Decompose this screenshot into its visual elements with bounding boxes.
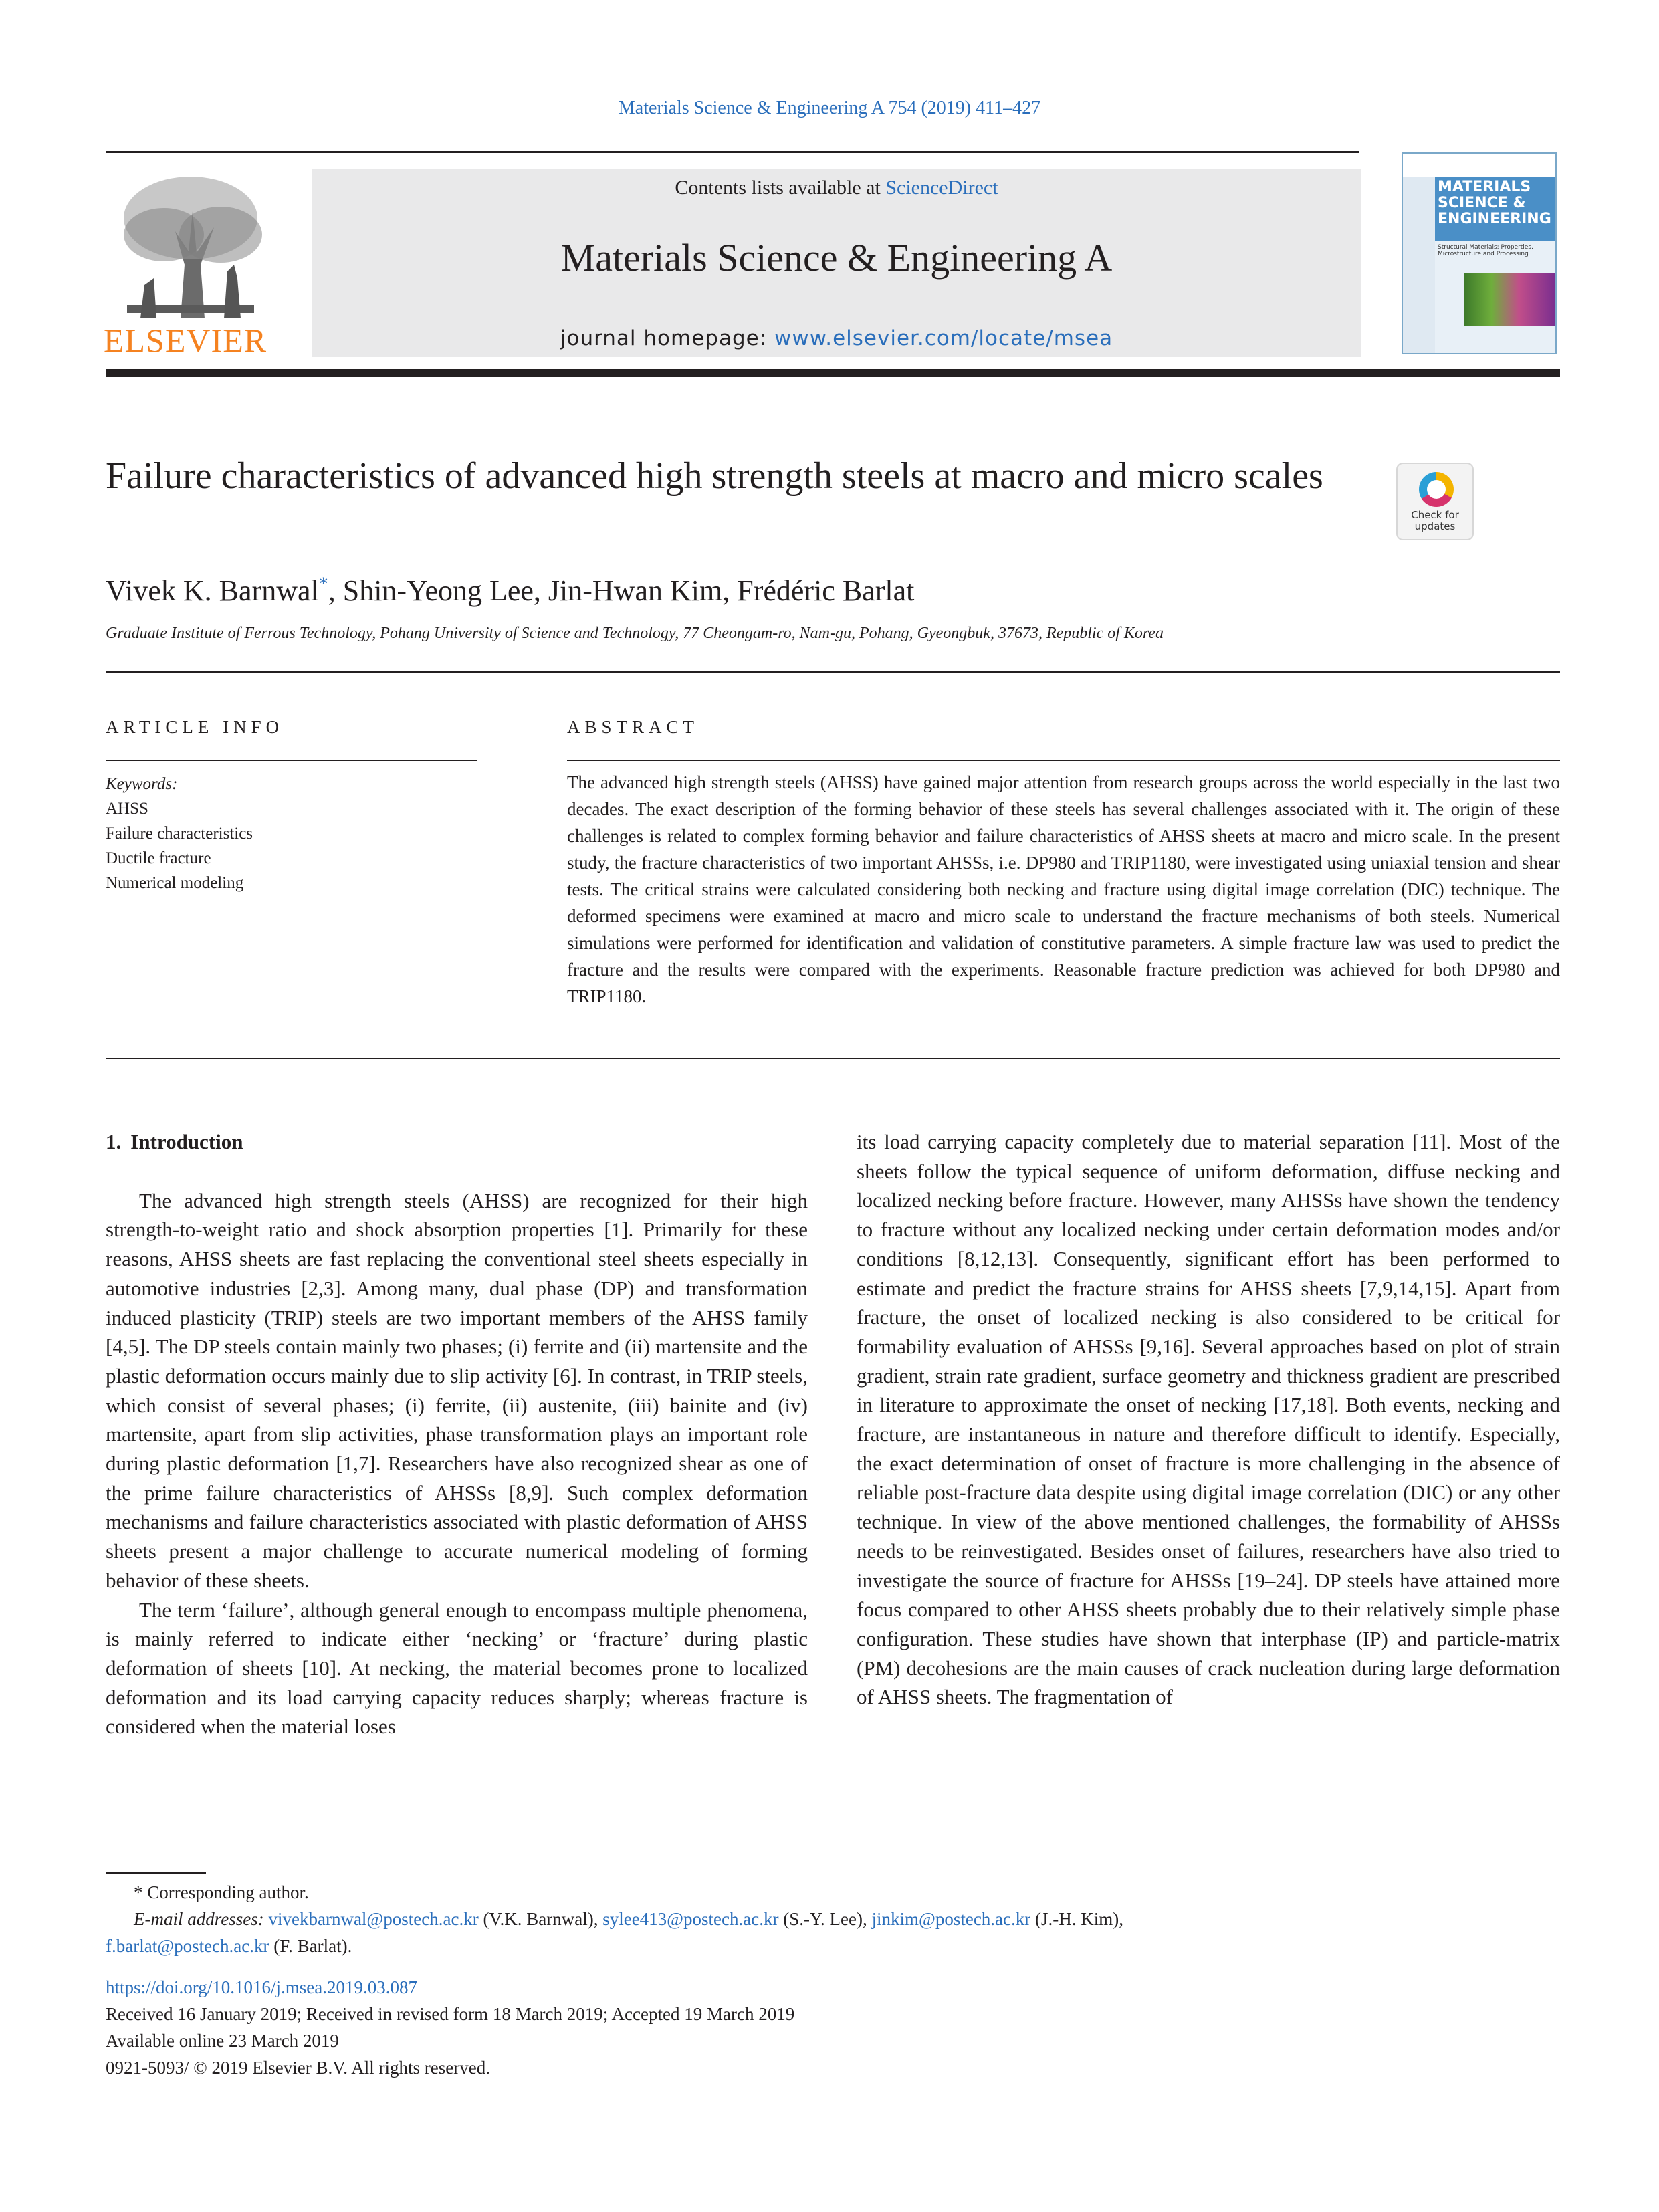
journal-cover-thumbnail[interactable]: [1402, 152, 1557, 354]
email-addresses: [106, 1906, 1560, 1932]
section-title: Introduction: [130, 1130, 243, 1153]
cover-title: [1438, 179, 1555, 233]
check-for-updates-badge[interactable]: [1396, 463, 1474, 540]
contents-line: [312, 177, 1361, 199]
article-info-heading: ARTICLE INFO: [106, 717, 284, 737]
email-owner: (S.-Y. Lee),: [778, 1909, 872, 1929]
check-updates-line: updates: [1414, 520, 1456, 532]
divider: [567, 760, 1560, 761]
keyword: Failure characteristics: [106, 824, 253, 843]
body-column-right: [857, 1127, 1560, 1712]
body-paragraph: its load carrying capacity completely due to material separation [11]. Most of the sheets follow the typical sequence of uniform deformation, diffuse necking and localized necking before fracture. However, many AHSSs have shown the tendency to fracture without any localized necking under certain deformation modes and/or conditions [8,12,13]. Consequently, significant effort has been performed to estimate and predict the fracture strains for AHSS sheets [7,9,14,15]. Apart from fracture, the onset of localized necking is also considered to be critical for formability evaluation of AHSSs [9,16]. Several approaches based on plot of strain gradient, strain rate gradient, surface geometry and thickness gradient are prescribed in literature to approximate the onset of necking [17,18]. Both events, necking and fracture, are instantaneous in nature and therefore difficult to identify. Especially, the exact determination of onset of fracture is more challenging in the absence of reliable post-fracture data despite using digital image correlation (DIC) or any other technique. In view of the above mentioned challenges, the formability of AHSSs needs to be reinvestigated. Besides onset of failures, researchers have also tried to investigate the source of fracture for AHSSs [19–24]. DP steels have attained more focus compared to other AHSS sheets probably due to their relatively simple phase configuration. These studies have shown that interphase (IP) and particle-matrix (PM) decohesions are the main causes of crack nucleation during large deformation of AHSS sheets. The fragmentation of: [857, 1130, 1560, 1709]
section-heading: [106, 1127, 808, 1157]
email-owner: (V.K. Barnwal),: [478, 1909, 603, 1929]
cover-subtitle: Structural Materials: Properties, Microstructure and Processing: [1438, 244, 1533, 257]
homepage-line: [312, 326, 1361, 350]
elsevier-wordmark: ELSEVIER: [104, 322, 267, 359]
footnotes: [106, 1879, 1560, 1959]
body-paragraph: The advanced high strength steels (AHSS) are recognized for their high strength-to-weight ratio and shock absorption properties [1]. Primarily for these reasons, AHSS sheets are fast replacing the conventional steel sheets especially in automotive industries [2,3]. Among many, dual phase (DP) and transformation induced plasticity (TRIP) steels are two important members of the AHSS family [4,5]. The DP steels contain mainly two phases; (i) ferrite and (ii) martensite and the plastic deformation occurs mainly due to slip activity [6]. In contrast, in TRIP steels, which consist of several phases; (i) ferrite, (ii) austenite, (iii) bainite and (iv) martensite, apart from slip activities, phase transformation plays an important role during plastic deformation [1,7]. Researchers have also recognized shear as one of the prime failure characteristics of AHSSs [8,9]. Such complex deformation mechanisms and failure characteristics associated with plastic deformation of AHSS sheets present a major challenge to accurate numerical modeling of forming behavior of these sheets.: [106, 1188, 808, 1592]
keyword: Numerical modeling: [106, 874, 244, 892]
check-updates-label: [1398, 510, 1472, 532]
check-updates-icon: [1419, 472, 1454, 507]
section-number: 1.: [106, 1130, 122, 1153]
author-list: Vivek K. Barnwal*, Shin-Yeong Lee, Jin-Hwan Kim, Frédéric Barlat: [106, 574, 915, 607]
email-link[interactable]: jinkim@postech.ac.kr: [871, 1909, 1031, 1929]
email-addresses-cont: [106, 1932, 1560, 1959]
email-owner: (F. Barlat).: [269, 1936, 352, 1956]
corresponding-author-note: * Corresponding author.: [134, 1882, 309, 1902]
affiliation: Graduate Institute of Ferrous Technology, Pohang University of Science and Technology, 77 Cheongam-ro, Nam-gu, Pohang, Gyeongbuk, 37673, Republic of Korea: [106, 625, 1164, 642]
divider: [106, 671, 1560, 673]
cover-title-line: ENGINEERING: [1438, 211, 1551, 227]
journal-reference[interactable]: Materials Science & Engineering A 754 (2019) 411–427: [618, 98, 1041, 118]
sciencedirect-link[interactable]: ScienceDirect: [885, 177, 998, 199]
journal-masthead: [312, 169, 1361, 357]
email-link[interactable]: vivekbarnwal@postech.ac.kr: [268, 1909, 479, 1929]
email-label: E-mail addresses:: [134, 1909, 264, 1929]
email-link[interactable]: f.barlat@postech.ac.kr: [106, 1936, 269, 1956]
copyright: 0921-5093/ © 2019 Elsevier B.V. All rights reserved.: [106, 2058, 490, 2078]
available-online: Available online 23 March 2019: [106, 2031, 339, 2051]
body-column-left: [106, 1127, 808, 1741]
cover-top-band: [1403, 154, 1555, 177]
keywords-block: [106, 772, 477, 895]
email-link[interactable]: sylee413@postech.ac.kr: [602, 1909, 779, 1929]
keyword: AHSS: [106, 800, 148, 818]
publication-info: [106, 1974, 1560, 2081]
cover-title-line: MATERIALS: [1438, 179, 1531, 195]
cover-image: [1464, 273, 1555, 326]
abstract-text: The advanced high strength steels (AHSS) have gained major attention from research groups across the world especially in the last two decades. The exact description of the forming behavior of these steels has several challenges associated with it. The origin of these challenges is related to complex forming behavior and failure characteristics of AHSS sheets at macro and micro scale. In the present study, the fracture characteristics of two important AHSSs, i.e. DP980 and TRIP1180, were investigated using uniaxial tension and shear tests. The critical strains were calculated considering both necking and fracture using digital image correlation (DIC) technique. The deformed specimens were examined at macro and micro scale to understand the fracture mechanisms of both steels. Numerical simulations were performed for identification and validation of constitutive parameters. A simple fracture law was used to predict the fracture and the results were compared with the experiments. Reasonable fracture prediction was achieved for both DP980 and TRIP1180.: [567, 772, 1560, 1006]
author-name: Frédéric Barlat: [737, 574, 915, 607]
abstract-heading: ABSTRACT: [567, 717, 699, 737]
header-thick-rule: [106, 369, 1560, 377]
doi-link[interactable]: https://doi.org/10.1016/j.msea.2019.03.087: [106, 1977, 418, 1997]
body-paragraph: The term ‘failure’, although general enough to encompass multiple phenomena, is mainly referred to indicate either ‘necking’ or ‘fracture’ during plastic deformation of sheets [10]. At necking, the material becomes prone to localized deformation and its load carrying capacity reduces sharply; whereas fracture is considered when the material loses: [106, 1597, 808, 1739]
author-name: Shin-Yeong Lee: [342, 574, 534, 607]
divider: [106, 760, 477, 761]
author-name: Jin-Hwan Kim: [548, 574, 723, 607]
cover-left-panel: [1403, 177, 1435, 354]
homepage-prefix: journal homepage:: [560, 326, 775, 350]
keywords-label: Keywords:: [106, 775, 178, 793]
footnote-rule: [106, 1872, 206, 1874]
email-owner: (J.-H. Kim),: [1030, 1909, 1123, 1929]
contents-prefix: Contents lists available at: [675, 177, 886, 199]
article-title: Failure characteristics of advanced high strength steels at macro and micro scales: [106, 455, 1323, 497]
divider: [106, 1058, 1560, 1059]
keyword: Ductile fracture: [106, 849, 211, 867]
author-name: Vivek K. Barnwal: [106, 574, 319, 607]
top-rule: [106, 151, 1359, 153]
homepage-link[interactable]: www.elsevier.com/locate/msea: [774, 326, 1113, 350]
corresponding-mark[interactable]: *: [318, 574, 328, 595]
cover-title-line: SCIENCE &: [1438, 195, 1526, 211]
received-dates: Received 16 January 2019; Received in revised form 18 March 2019; Accepted 19 March 2019: [106, 2004, 795, 2024]
check-updates-line: Check for: [1411, 509, 1459, 521]
journal-name: Materials Science & Engineering A: [560, 236, 1113, 280]
